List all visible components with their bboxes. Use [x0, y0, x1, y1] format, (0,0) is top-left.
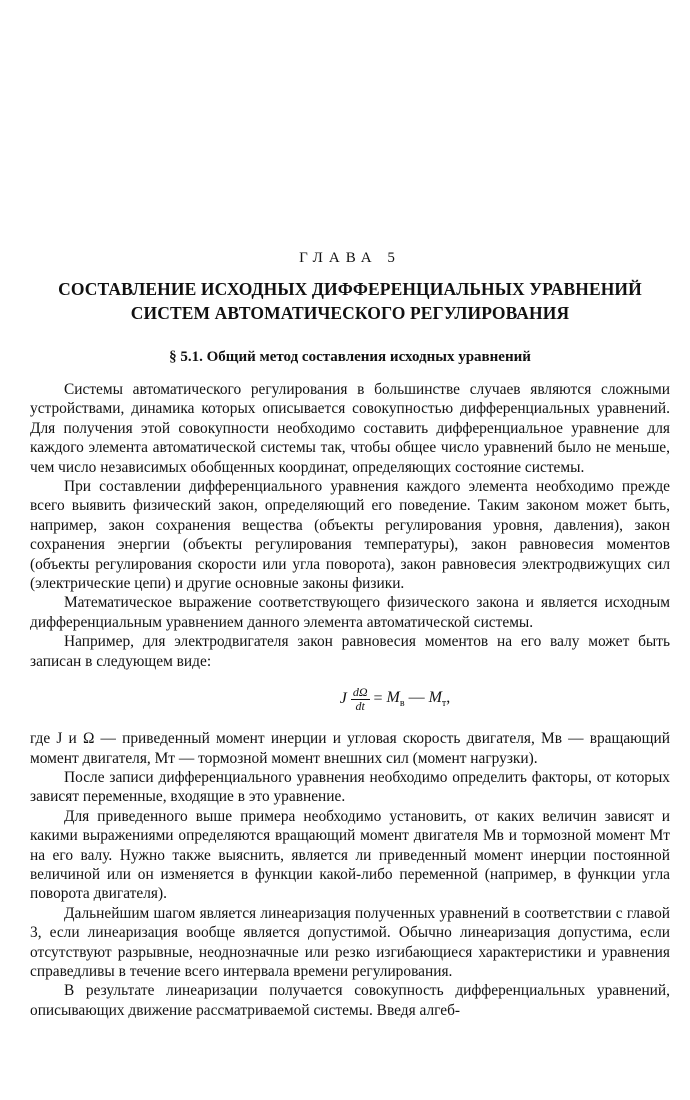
- paragraph-9: В результате линеаризации получается совокупность дифференциальных уравнений, описывающих движение рассматриваемой системы. Введя алгеб-: [30, 982, 670, 1019]
- formula-minus: —: [408, 689, 425, 706]
- paragraph-8: Дальнейшим шагом является линеаризация полученных уравнений в соответствии с главой 3, если линеаризация вообще является допустимой. Обычно линеаризация допустима, если отсутствуют разрывные, неоднозначные или резко изгибающиеся характеристики и уравнения справедливы в течение всего интервала времени регулирования.: [30, 904, 670, 980]
- formula-m2: M: [428, 689, 442, 706]
- formula-lhs: J: [339, 690, 347, 708]
- formula-numerator: dΩ: [352, 684, 368, 699]
- paragraph-6: После записи дифференциального уравнения необходимо определить факторы, от которых зависят переменные, входящие в это уравнение.: [30, 768, 670, 806]
- formula-moment-balance: [120, 679, 670, 719]
- chapter-title: [30, 277, 670, 325]
- formula-tail: ,: [446, 689, 451, 706]
- document-page: [30, 250, 670, 1020]
- paragraph-3: Математическое выражение соответствующего физического закона и является исходным дифференциальным уравнением данного элемента автоматической системы.: [30, 594, 670, 631]
- paragraph-2: При составлении дифференциального уравнения каждого элемента необходимо прежде всего выявить физический закон, определяющий его поведение. Таким законом может быть, например, закон сохранения вещества (объекты регулирования уровня, давления), закон сохранения энергии (объекты регулирования температуры), закон равновесия моментов (объекты регулирования скорости или угла поворота), закон равновесия электродвижущих сил (электрические цепи) и другие основные законы физики.: [30, 478, 670, 593]
- formula-m1: M: [386, 689, 400, 706]
- formula-fraction: [351, 686, 370, 713]
- paragraph-1: Системы автоматического регулирования в большинстве случаев являются сложными устройствами, динамика которых описывается совокупностью дифференциальных уравнений. Для получения этой совокупности необходимо составить дифференциальное уравнение для каждого элемента автоматической системы так, чтобы общее число уравнений было не меньше, чем число независимых обобщенных координат, определяющих состояние системы.: [30, 381, 670, 476]
- formula-sub2: т: [441, 698, 447, 710]
- formula-equals: =: [373, 690, 383, 708]
- chapter-label: ГЛАВА 5: [299, 250, 401, 266]
- chapter-title-line2: СИСТЕМ АВТОМАТИЧЕСКОГО РЕГУЛИРОВАНИЯ: [130, 303, 570, 323]
- paragraph-7: Для приведенного выше примера необходимо установить, от каких величин зависят и какими выражениями определяются вращающий момент двигателя Mв и тормозной момент Mт на его валу. Нужно также выяснить, является ли приведенный момент инерции постоянной величиной или он изменяется в функции какой-либо переменной (например, в функции угла поворота двигателя).: [30, 807, 670, 903]
- paragraph-4: Например, для электродвигателя закон равновесия моментов на его валу может быть записан в следующем виде:: [30, 633, 670, 670]
- formula-denominator: dt: [355, 698, 365, 713]
- paragraph-5: где J и Ω — приведенный момент инерции и угловая скорость двигателя, Mв — вращающий момент двигателя, Mт — тормозной момент внешних сил (момент нагрузки).: [30, 730, 670, 767]
- formula-sub1: в: [399, 698, 405, 710]
- formula-rhs: [387, 689, 451, 709]
- chapter-title-line1: СОСТАВЛЕНИЕ ИСХОДНЫХ ДИФФЕРЕНЦИАЛЬНЫХ УРАВНЕНИЙ: [58, 279, 642, 299]
- section-title: § 5.1. Общий метод составления исходных уравнений: [169, 349, 531, 365]
